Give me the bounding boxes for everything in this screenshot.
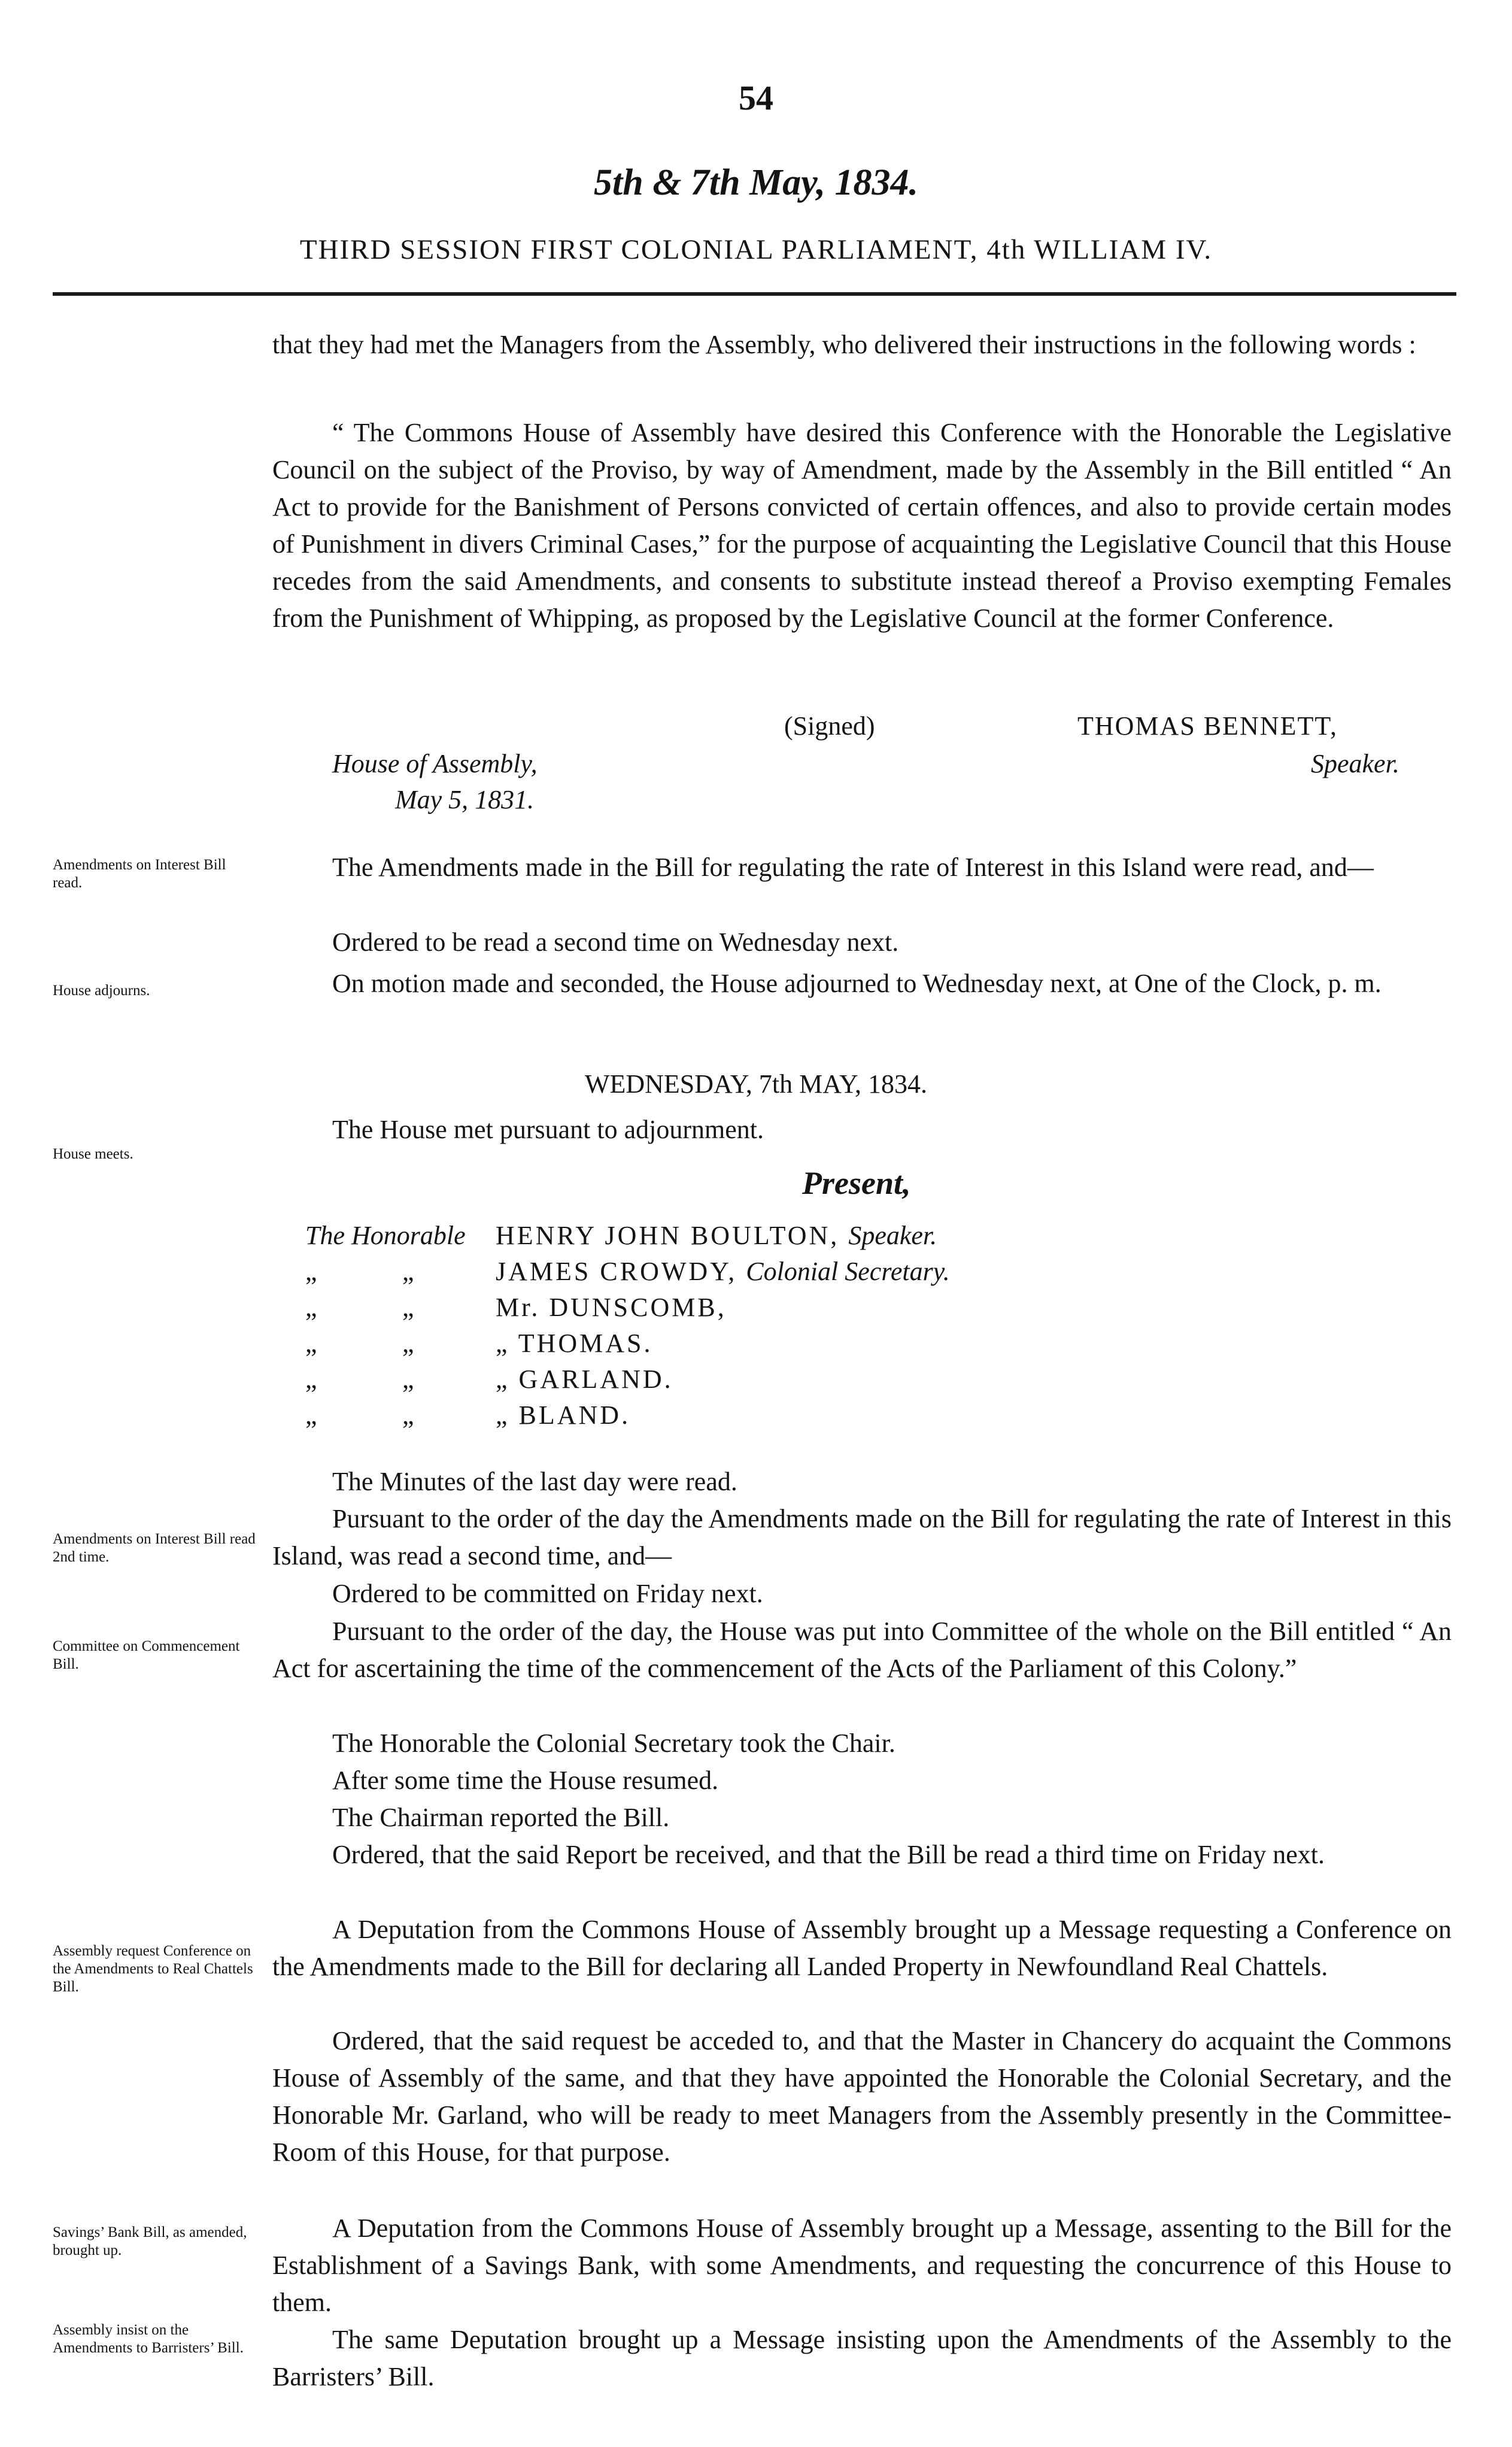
ditto-mark: „ [305,1329,317,1358]
paragraph-minutes-read: The Minutes of the last day were read. [332,1467,737,1496]
paragraph-deputation-conference: A Deputation from the Commons House of Assembly brought up a Message requesting a Conference on the Amendments made to the Bill for declaring all Landed Property in Newfoundland Real Chattels. [272,1915,1452,1981]
margin-note: House meets. [53,1146,133,1162]
paragraph-second-reading: Pursuant to the order of the day the Amendments made on the Bill for regulating the rate of Interest in this Island, was read a second time, and— [272,1504,1452,1570]
margin-note: Committee on Commencement Bill. [53,1638,240,1672]
margin-note: Amendments on Interest Bill read. [53,857,226,891]
roll-member: Mr. DUNSCOMB, [496,1293,727,1322]
ditto-mark: „ [305,1365,317,1394]
margin-note: Assembly request Conference on the Amendments to Real Chattels Bill. [53,1943,253,1995]
margin-note: Assembly insist on the Amendments to Barristers’ Bill. [53,2322,244,2356]
page-number: 54 [739,78,773,117]
ditto-mark: „ [402,1257,414,1286]
roll-title: The Honorable [305,1221,466,1250]
roll-member: „ BLAND. [496,1400,631,1430]
margin-note: Amendments on Interest Bill read 2nd time. [53,1531,256,1565]
roll-member: „ GARLAND. [496,1365,673,1394]
paragraph-adjournment: On motion made and seconded, the House adjourned to Wednesday next, at One of the Clock, p. m. [332,969,1382,998]
paragraph-second-reading-order: Ordered to be read a second time on Wednesday next. [332,927,899,957]
roll-member: JAMES CROWDY, Colonial Secretary. [496,1257,950,1286]
paragraph-barristers-bill: The same Deputation brought up a Message insisting upon the Amendments of the Assembly to the Barristers’ Bill. [272,2325,1452,2391]
ditto-mark: „ [305,1400,317,1430]
ditto-mark: „ [402,1400,414,1430]
paragraph-committee-whole: Pursuant to the order of the day, the House was put into Committee of the whole on the Bill entitled “ An Act for ascertaining the time of the commencement of the Acts of the Parliament of this Colony.” [272,1617,1452,1683]
ditto-mark: „ [402,1365,414,1394]
date-heading: 5th & 7th May, 1834. [594,162,918,203]
ditto-mark: „ [402,1293,414,1322]
signature-place: House of Assembly, [332,749,538,778]
roll-member: HENRY JOHN BOULTON, Speaker. [496,1221,937,1250]
paragraph-report-received: Ordered, that the said Report be received, and that the Bill be read a third time on Friday next. [332,1840,1325,1869]
signatory-name: THOMAS BENNETT, [1077,711,1338,741]
paragraph-resumed: After some time the House resumed. [332,1766,719,1795]
margin-note: House adjourns. [53,983,150,999]
header-rule [53,292,1456,296]
paragraph-request-acceded: Ordered, that the said request be acceded to, and that the Master in Chancery do acquaint the Commons House of Assembly of the same, and that they have appointed the Honorable the Colonial Secretary, and the Honorable Mr. Garland, who will be ready to meet Managers from the Assembly presently in the Committee-Room of this House, for that purpose. [272,2026,1452,2167]
margin-note: Savings’ Bank Bill, as amended, brought up. [53,2224,247,2258]
session-heading: THIRD SESSION FIRST COLONIAL PARLIAMENT, 4th WILLIAM IV. [299,234,1213,265]
paragraph-instructions: that they had met the Managers from the Assembly, who delivered their instructions in the following words : [272,330,1416,359]
paragraph-chair: The Honorable the Colonial Secretary took the Chair. [332,1729,895,1758]
paragraph-house-meets: The House met pursuant to adjournment. [332,1115,764,1144]
ditto-mark: „ [305,1257,317,1286]
ditto-mark: „ [305,1293,317,1322]
signed-label: (Signed) [784,711,875,741]
roll-member: „ THOMAS. [496,1329,653,1358]
ditto-mark: „ [402,1329,414,1358]
day-heading: WEDNESDAY, 7th MAY, 1834. [584,1069,928,1099]
paragraph-amendments-read: The Amendments made in the Bill for regulating the rate of Interest in this Island were read, and— [332,853,1374,882]
signature-date: May 5, 1831. [395,785,535,814]
paragraph-committed-order: Ordered to be committed on Friday next. [332,1579,763,1608]
paragraph-savings-bank: A Deputation from the Commons House of Assembly brought up a Message, assenting to the Bill for the Establishment of a Savings Bank, with some Amendments, and requesting the concurrence of this House to them. [272,2213,1452,2317]
paragraph-message-quote: “ The Commons House of Assembly have desired this Conference with the Honorable the Legislative Council on the subject of the Proviso, by way of Amendment, made by the Assembly in the Bill entitled “ An Act to provide for the Banishment of Persons convicted of certain offences, and also to provide certain modes of Punishment in divers Criminal Cases,” for the purpose of acquainting the Legislative Council that this House recedes from the said Amendments, and consents to substitute instead thereof a Proviso exempting Females from the Punishment of Whipping, as proposed by the Legislative Council at the former Conference. [272,418,1452,633]
signatory-title: Speaker. [1311,749,1399,778]
paragraph-reported: The Chairman reported the Bill. [332,1803,670,1832]
present-heading: Present, [802,1165,911,1201]
